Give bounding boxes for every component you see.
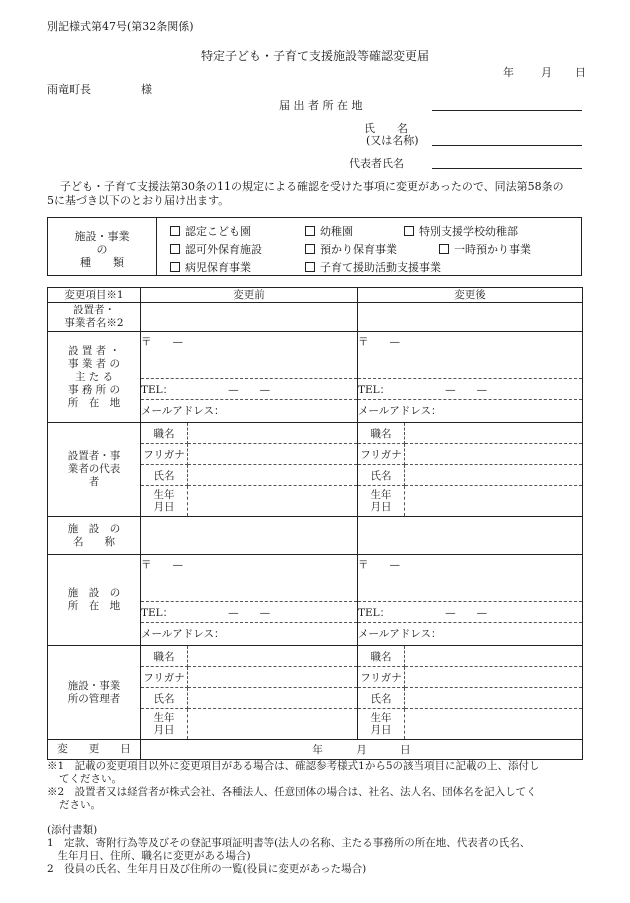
birth-label: 生年 月日 [141, 709, 188, 740]
applicant-name-field[interactable] [432, 145, 582, 146]
label-line: 施 設 の [67, 522, 121, 535]
email-field[interactable]: メールアドレス： [358, 404, 442, 417]
change-date-field[interactable] [141, 740, 583, 760]
label-change-date: 変 更 日 [48, 740, 141, 760]
option-youchien[interactable]: 幼稚園 [305, 223, 353, 239]
option-tokubetsu-shien[interactable]: 特別支援学校幼稚部 [404, 223, 518, 239]
tel-field[interactable]: TEL： — — [141, 602, 357, 623]
label-facility-name [48, 517, 141, 555]
label-line: 名 称 [73, 535, 115, 548]
before-facility-address[interactable] [141, 555, 358, 646]
name-label: 氏名 [358, 465, 405, 486]
birth-field[interactable] [188, 709, 358, 740]
addressee-name: 雨竜町長 [47, 83, 91, 96]
tel-field[interactable]: TEL： — — [358, 379, 582, 400]
kana-field[interactable] [188, 444, 358, 465]
tel-field[interactable]: TEL： — — [141, 379, 357, 400]
row-facility-name [48, 517, 583, 555]
birth-field[interactable] [405, 709, 583, 740]
note-line: ※2 設置者又は経営者が株式会社、各種法人、任意団体の場合は、社名、法人名、団体名を記入してく [47, 786, 537, 798]
option-ninkagai-hoiku[interactable]: 認可外保育施設 [170, 241, 262, 257]
kana-label: フリガナ [141, 444, 188, 465]
before-operator-rep[interactable] [141, 423, 358, 517]
facility-type-label-1: 施設・事業 [74, 230, 130, 243]
attachment-item: 1 定款、寄附行為等及びその登記事項証明書等(法人の名称、主たる事務所の所在地、代表者の氏名、 [47, 837, 531, 849]
date-day-label: 日 [575, 66, 586, 79]
tel-field[interactable]: TEL： — — [358, 602, 582, 623]
after-operator-office[interactable] [358, 332, 583, 423]
facility-type-label-cell [48, 218, 157, 275]
date-month-label: 月 [541, 66, 552, 79]
change-date-day: 日 [400, 744, 411, 756]
facility-type-label-2: の [96, 243, 108, 256]
postal-code-field[interactable]: 〒 — [358, 555, 582, 602]
name-label: 氏名 [141, 465, 188, 486]
email-field[interactable]: メールアドレス： [141, 404, 225, 417]
row-operator-rep [48, 423, 583, 517]
label-line: 所 在 地 [67, 600, 121, 612]
facility-type-label-3: 種 類 [80, 256, 124, 269]
title-label: 職名 [141, 423, 188, 444]
attachment-item: 2 役員の氏名、生年月日及び住所の一覧(役員に変更があった場合) [47, 863, 367, 875]
name-label: 氏名 [141, 688, 188, 709]
title-label: 職名 [141, 646, 188, 667]
option-byouji-hoiku[interactable]: 病児保育事業 [170, 259, 251, 275]
after-operator-rep[interactable] [358, 423, 583, 517]
label-line: 事 業 者 の [67, 357, 120, 370]
kana-label: フリガナ [141, 667, 188, 688]
option-nintei-kodomoen[interactable]: 認定こども園 [170, 223, 251, 239]
option-kosodate-enjo[interactable]: 子育て援助活動支援事業 [305, 259, 441, 275]
header-before: 変更前 [141, 288, 358, 303]
applicant-address-label: 届 出 者 所 在 地 [279, 99, 363, 112]
email-field[interactable]: メールアドレス： [141, 627, 225, 640]
facility-type-box [47, 217, 582, 276]
name-field[interactable] [188, 688, 358, 709]
label-operator-name [48, 303, 141, 332]
option-ichiji-azukari[interactable]: 一時預かり事業 [439, 241, 531, 257]
label-line: 者 [88, 476, 100, 488]
change-date-month: 月 [356, 744, 367, 756]
title-field[interactable] [405, 423, 583, 444]
footnotes [47, 760, 540, 812]
table-header-row [48, 288, 583, 303]
label-facility-address [48, 555, 141, 646]
header-after: 変更後 [358, 288, 583, 303]
before-manager[interactable] [141, 646, 358, 740]
header-item: 変更項目※1 [48, 288, 141, 303]
label-manager [48, 646, 141, 740]
birth-field[interactable] [405, 486, 583, 517]
birth-label: 生年 月日 [358, 709, 405, 740]
name-field[interactable] [405, 688, 583, 709]
label-line: 所 在 地 [67, 396, 121, 409]
label-line: 業者の代表 [67, 463, 121, 475]
label-operator-rep [48, 423, 141, 517]
applicant-name-sub-label: (又は名称) [366, 134, 419, 147]
label-operator-office [48, 332, 141, 423]
representative-field[interactable] [432, 168, 582, 169]
title-field[interactable] [405, 646, 583, 667]
checkbox-icon[interactable] [170, 226, 180, 236]
label-line: 設 置 者 ・ [67, 344, 120, 357]
name-label: 氏名 [358, 688, 405, 709]
option-azukari-hoiku[interactable]: 預かり保育事業 [305, 241, 397, 257]
label-line: 事業者名※2 [64, 317, 124, 329]
label-line: 施 設 の [67, 587, 121, 599]
label-line: 施設・事業 [67, 679, 121, 692]
label-line: 所の管理者 [67, 692, 121, 705]
kana-field[interactable] [405, 667, 583, 688]
attachments-heading: (添付書類) [47, 824, 98, 836]
kana-field[interactable] [405, 444, 583, 465]
attachment-item: 生年月日、住所、職名に変更がある場合) [47, 850, 251, 862]
note-line: ださい。 [59, 799, 101, 811]
checkbox-icon[interactable] [170, 244, 180, 254]
before-operator-name[interactable] [141, 303, 358, 332]
label-line: 事 務 所 の [67, 383, 120, 396]
after-manager[interactable] [358, 646, 583, 740]
intro-line-2: 5に基づき以下のとおり届け出ます。 [47, 194, 230, 207]
birth-label: 生年 月日 [358, 486, 405, 517]
row-manager [48, 646, 583, 740]
label-line: 主 た る [74, 370, 114, 383]
intro-line-1: 子ども・子育て支援法第30条の11の規定による確認を受けた事項に変更があったので、同法第58条の [60, 180, 564, 193]
applicant-address-field[interactable] [432, 110, 582, 111]
after-facility-address[interactable] [358, 555, 583, 646]
change-date-year: 年 [312, 744, 323, 756]
checkbox-icon[interactable] [305, 244, 315, 254]
after-facility-name[interactable] [358, 517, 583, 555]
addressee-honorific: 様 [141, 83, 152, 96]
row-change-date [48, 740, 583, 760]
row-operator-office [48, 332, 583, 423]
name-field[interactable] [405, 465, 583, 486]
row-facility-address [48, 555, 583, 646]
representative-label: 代表者氏名 [349, 157, 404, 170]
title-label: 職名 [358, 646, 405, 667]
postal-code-field[interactable]: 〒 — [358, 332, 582, 379]
checkbox-icon[interactable] [305, 226, 315, 236]
title-field[interactable] [188, 646, 358, 667]
before-facility-name[interactable] [141, 517, 358, 555]
email-field[interactable]: メールアドレス： [358, 627, 442, 640]
checkbox-icon[interactable] [305, 262, 315, 272]
form-number: 別記様式第47号(第32条関係) [47, 20, 194, 33]
kana-label: フリガナ [358, 444, 405, 465]
title-label: 職名 [358, 423, 405, 444]
checkbox-icon[interactable] [170, 262, 180, 272]
postal-code-field[interactable]: 〒 — [141, 332, 357, 379]
birth-label: 生年 月日 [141, 486, 188, 517]
title-field[interactable] [188, 423, 358, 444]
postal-code-field[interactable]: 〒 — [141, 555, 357, 602]
applicant-name-label: 氏 名 [364, 122, 408, 135]
change-table [47, 287, 583, 760]
page-title: 特定子ども・子育て支援施設等確認変更届 [200, 49, 429, 63]
name-field[interactable] [188, 465, 358, 486]
date-year-label: 年 [503, 66, 514, 79]
after-operator-name[interactable] [358, 303, 583, 332]
checkbox-icon[interactable] [439, 244, 449, 254]
checkbox-icon[interactable] [404, 226, 414, 236]
note-line: てください。 [59, 773, 122, 785]
kana-field[interactable] [188, 667, 358, 688]
attachments [47, 824, 530, 876]
note-line: ※1 記載の変更項目以外に変更項目がある場合は、確認参考様式1から5の該当項目に記載の上、添付し [47, 760, 540, 772]
before-operator-office[interactable] [141, 332, 358, 423]
birth-field[interactable] [188, 486, 358, 517]
label-line: 設置者・ [73, 304, 115, 316]
row-operator-name [48, 303, 583, 332]
kana-label: フリガナ [358, 667, 405, 688]
label-line: 設置者・事 [67, 450, 121, 462]
